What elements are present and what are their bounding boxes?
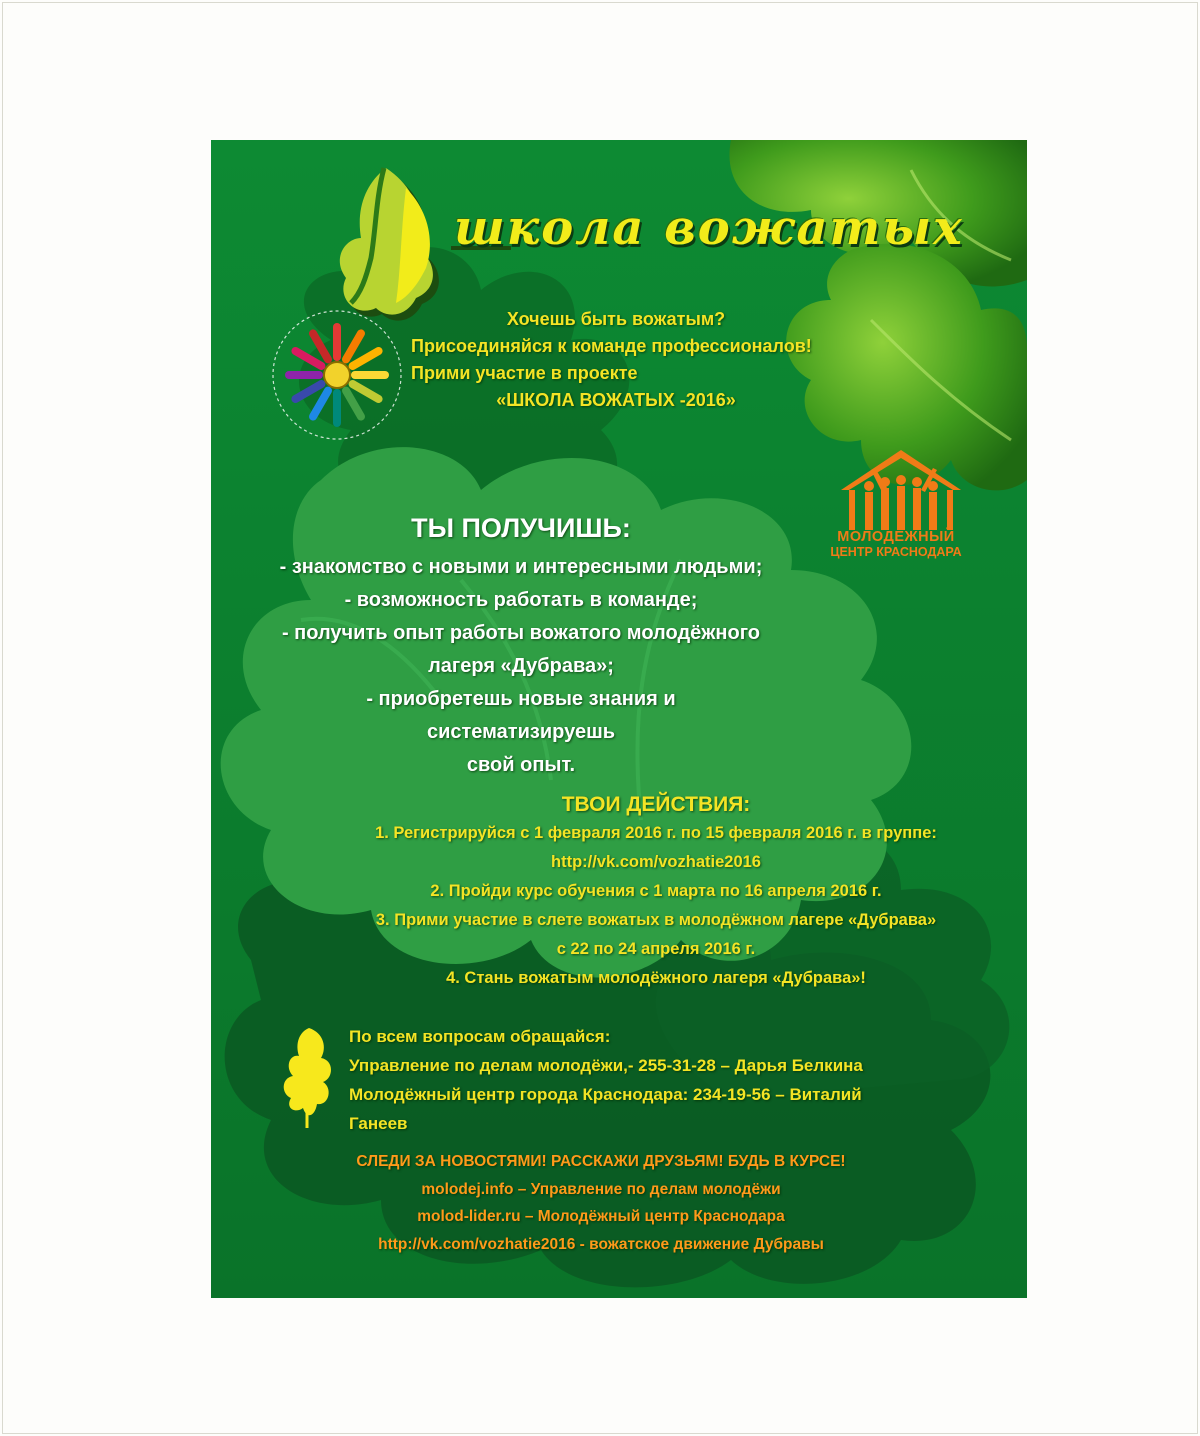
follow-block bbox=[321, 1148, 881, 1258]
benefit-item: - знакомство с новыми и интересными людьми; bbox=[279, 556, 763, 578]
follow-link-molod-lider: molod-lider.ru – Молодёжный центр Краснодара bbox=[417, 1208, 785, 1225]
follow-link-molodej: molodej.info – Управление по делам молодёжи bbox=[421, 1180, 781, 1198]
action-item: 1. Регистрируйся с 1 февраля 2016 г. по 15 февраля 2016 г. в группе: bbox=[375, 824, 937, 842]
action-item: http://vk.com/vozhatie2016 bbox=[551, 853, 761, 871]
contact-youth-center: Молодёжный центр города Краснодара: 234-19-56 – Виталий Ганеев bbox=[349, 1085, 862, 1133]
youth-center-label-line2: ЦЕНТР КРАСНОДАРА bbox=[830, 545, 962, 559]
intro-line-project: «ШКОЛА ВОЖАТЫХ -2016» bbox=[496, 390, 736, 410]
action-item: 2. Пройди курс обучения с 1 марта по 16 апреля 2016 г. bbox=[430, 882, 882, 900]
follow-link-vk: http://vk.com/vozhatie2016 - вожатское движение Дубравы bbox=[378, 1235, 824, 1253]
youth-center-label-line1: МОЛОДЁЖНЫЙ bbox=[837, 529, 955, 545]
benefit-item: - возможность работать в команде; bbox=[344, 589, 698, 611]
contacts-intro: По всем вопросам обращайся: bbox=[349, 1027, 611, 1046]
follow-slogan: СЛЕДИ ЗА НОВОСТЯМИ! РАССКАЖИ ДРУЗЬЯМ! БУДЬ В КУРСЕ! bbox=[356, 1153, 846, 1170]
benefit-item: лагеря «Дубрава»; bbox=[428, 655, 614, 677]
youth-center-label bbox=[821, 530, 971, 560]
benefit-item: - получить опыт работы вожатого молодёжного bbox=[281, 622, 761, 644]
benefits-block bbox=[271, 512, 771, 782]
action-item: с 22 по 24 апреля 2016 г. bbox=[556, 940, 756, 958]
action-item: 3. Прими участие в слете вожатых в молодёжном лагере «Дубрава» bbox=[375, 911, 937, 929]
action-item: 4. Стань вожатым молодёжного лагеря «Дубрава»! bbox=[446, 969, 866, 987]
benefit-item: свой опыт. bbox=[466, 754, 576, 776]
benefits-heading: ТЫ ПОЛУЧИШЬ: bbox=[411, 513, 631, 543]
actions-block bbox=[341, 790, 971, 993]
benefit-item: - приобретешь новые знания и систематизируешь bbox=[366, 688, 676, 743]
poster bbox=[211, 140, 1027, 1298]
intro-line-participate: Прими участие в проекте bbox=[411, 363, 638, 383]
contacts-block bbox=[349, 1022, 909, 1138]
intro-line-join: Присоединяйся к команде профессионалов! bbox=[411, 336, 812, 356]
contact-youth-department: Управление по делам молодёжи,- 255-31-28 – Дарья Белкина bbox=[349, 1056, 863, 1075]
actions-heading: ТВОИ ДЕЙСТВИЯ: bbox=[561, 793, 751, 816]
intro-block bbox=[411, 306, 881, 414]
poster-title: школа вожатых bbox=[454, 200, 964, 256]
intro-line-question: Хочешь быть вожатым? bbox=[506, 309, 726, 329]
